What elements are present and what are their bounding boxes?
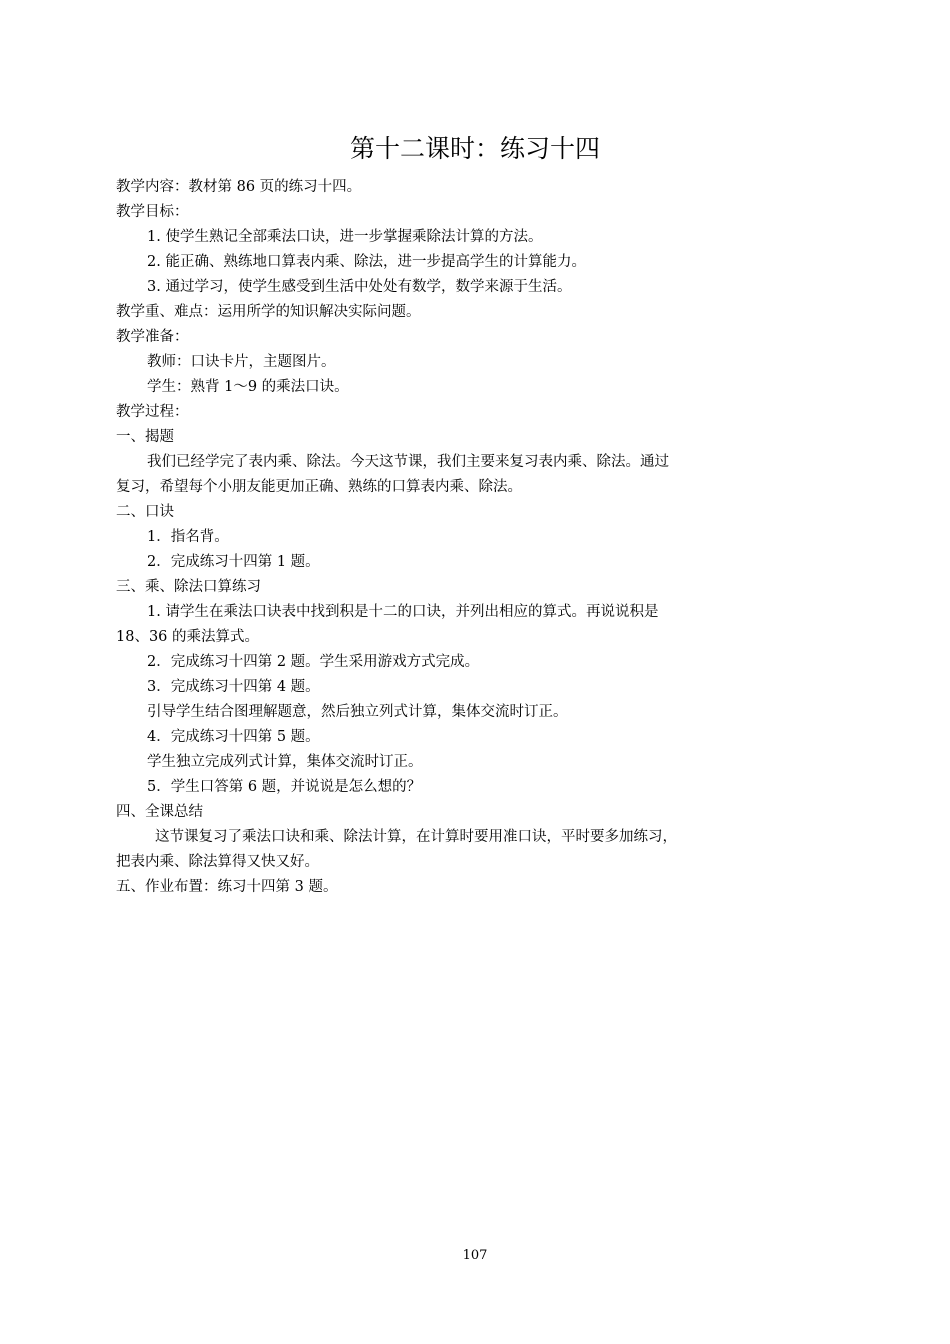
content-line-goal-1: 1. 使学生熟记全部乘法口诀，进一步掌握乘除法计算的方法。 xyxy=(147,229,543,245)
content-line-practice-5: 5．学生口答第 6 题，并说说是怎么想的？ xyxy=(147,779,422,795)
content-line-practice-3: 3．完成练习十四第 4 题。 xyxy=(147,679,320,695)
section-heading-2: 二、口诀 xyxy=(116,504,174,520)
content-line-intro-1: 我们已经学完了表内乘、除法。今天这节课，我们主要来复习表内乘、除法。通过 xyxy=(147,454,669,470)
content-line-teaching-content: 教学内容：教材第 86 页的练习十四。 xyxy=(116,179,362,195)
page-title: 第十二课时：练习十四 xyxy=(349,134,600,163)
section-heading-3: 三、乘、除法口算练习 xyxy=(116,579,261,595)
section-heading-1: 一、揭题 xyxy=(116,429,174,445)
content-line-prep-teacher: 教师：口诀卡片，主题图片。 xyxy=(147,354,336,370)
content-line-prep-heading: 教学准备： xyxy=(116,329,189,345)
content-line-practice-4: 4．完成练习十四第 5 题。 xyxy=(147,729,320,745)
content-line-goal-3: 3. 通过学习，使学生感受到生活中处处有数学，数学来源于生活。 xyxy=(147,279,572,295)
page-number: 107 xyxy=(462,1248,488,1263)
content-line-intro-2: 复习，希望每个小朋友能更加正确、熟练的口算表内乘、除法。 xyxy=(116,479,522,495)
content-line-practice-2: 2．完成练习十四第 2 题。学生采用游戏方式完成。 xyxy=(147,654,480,670)
content-line-practice-4-note: 学生独立完成列式计算，集体交流时订正。 xyxy=(147,754,423,770)
content-line-prep-student: 学生：熟背 1～9 的乘法口诀。 xyxy=(147,379,349,395)
content-line-recite-1: 1．指名背。 xyxy=(147,529,229,545)
content-line-summary-1: 这节课复习了乘法口诀和乘、除法计算，在计算时要用准口诀，平时要多加练习， xyxy=(155,829,677,845)
content-line-practice-1a: 1. 请学生在乘法口诀表中找到积是十二的口诀，并列出相应的算式。再说说积是 xyxy=(147,604,659,620)
section-heading-4: 四、全课总结 xyxy=(116,804,203,820)
content-line-goal-2: 2. 能正确、熟练地口算表内乘、除法，进一步提高学生的计算能力。 xyxy=(147,254,586,270)
content-line-goals-heading: 教学目标： xyxy=(116,204,189,220)
content-line-practice-3-note: 引导学生结合图理解题意，然后独立列式计算，集体交流时订正。 xyxy=(147,704,568,720)
section-heading-5: 五、作业布置：练习十四第 3 题。 xyxy=(116,879,338,895)
content-line-practice-1b: 18、36 的乘法算式。 xyxy=(116,629,260,645)
content-line-key-points: 教学重、难点：运用所学的知识解决实际问题。 xyxy=(116,304,421,320)
content-line-process-heading: 教学过程： xyxy=(116,404,189,420)
content-line-summary-2: 把表内乘、除法算得又快又好。 xyxy=(116,854,319,870)
content-line-recite-2: 2．完成练习十四第 1 题。 xyxy=(147,554,320,570)
